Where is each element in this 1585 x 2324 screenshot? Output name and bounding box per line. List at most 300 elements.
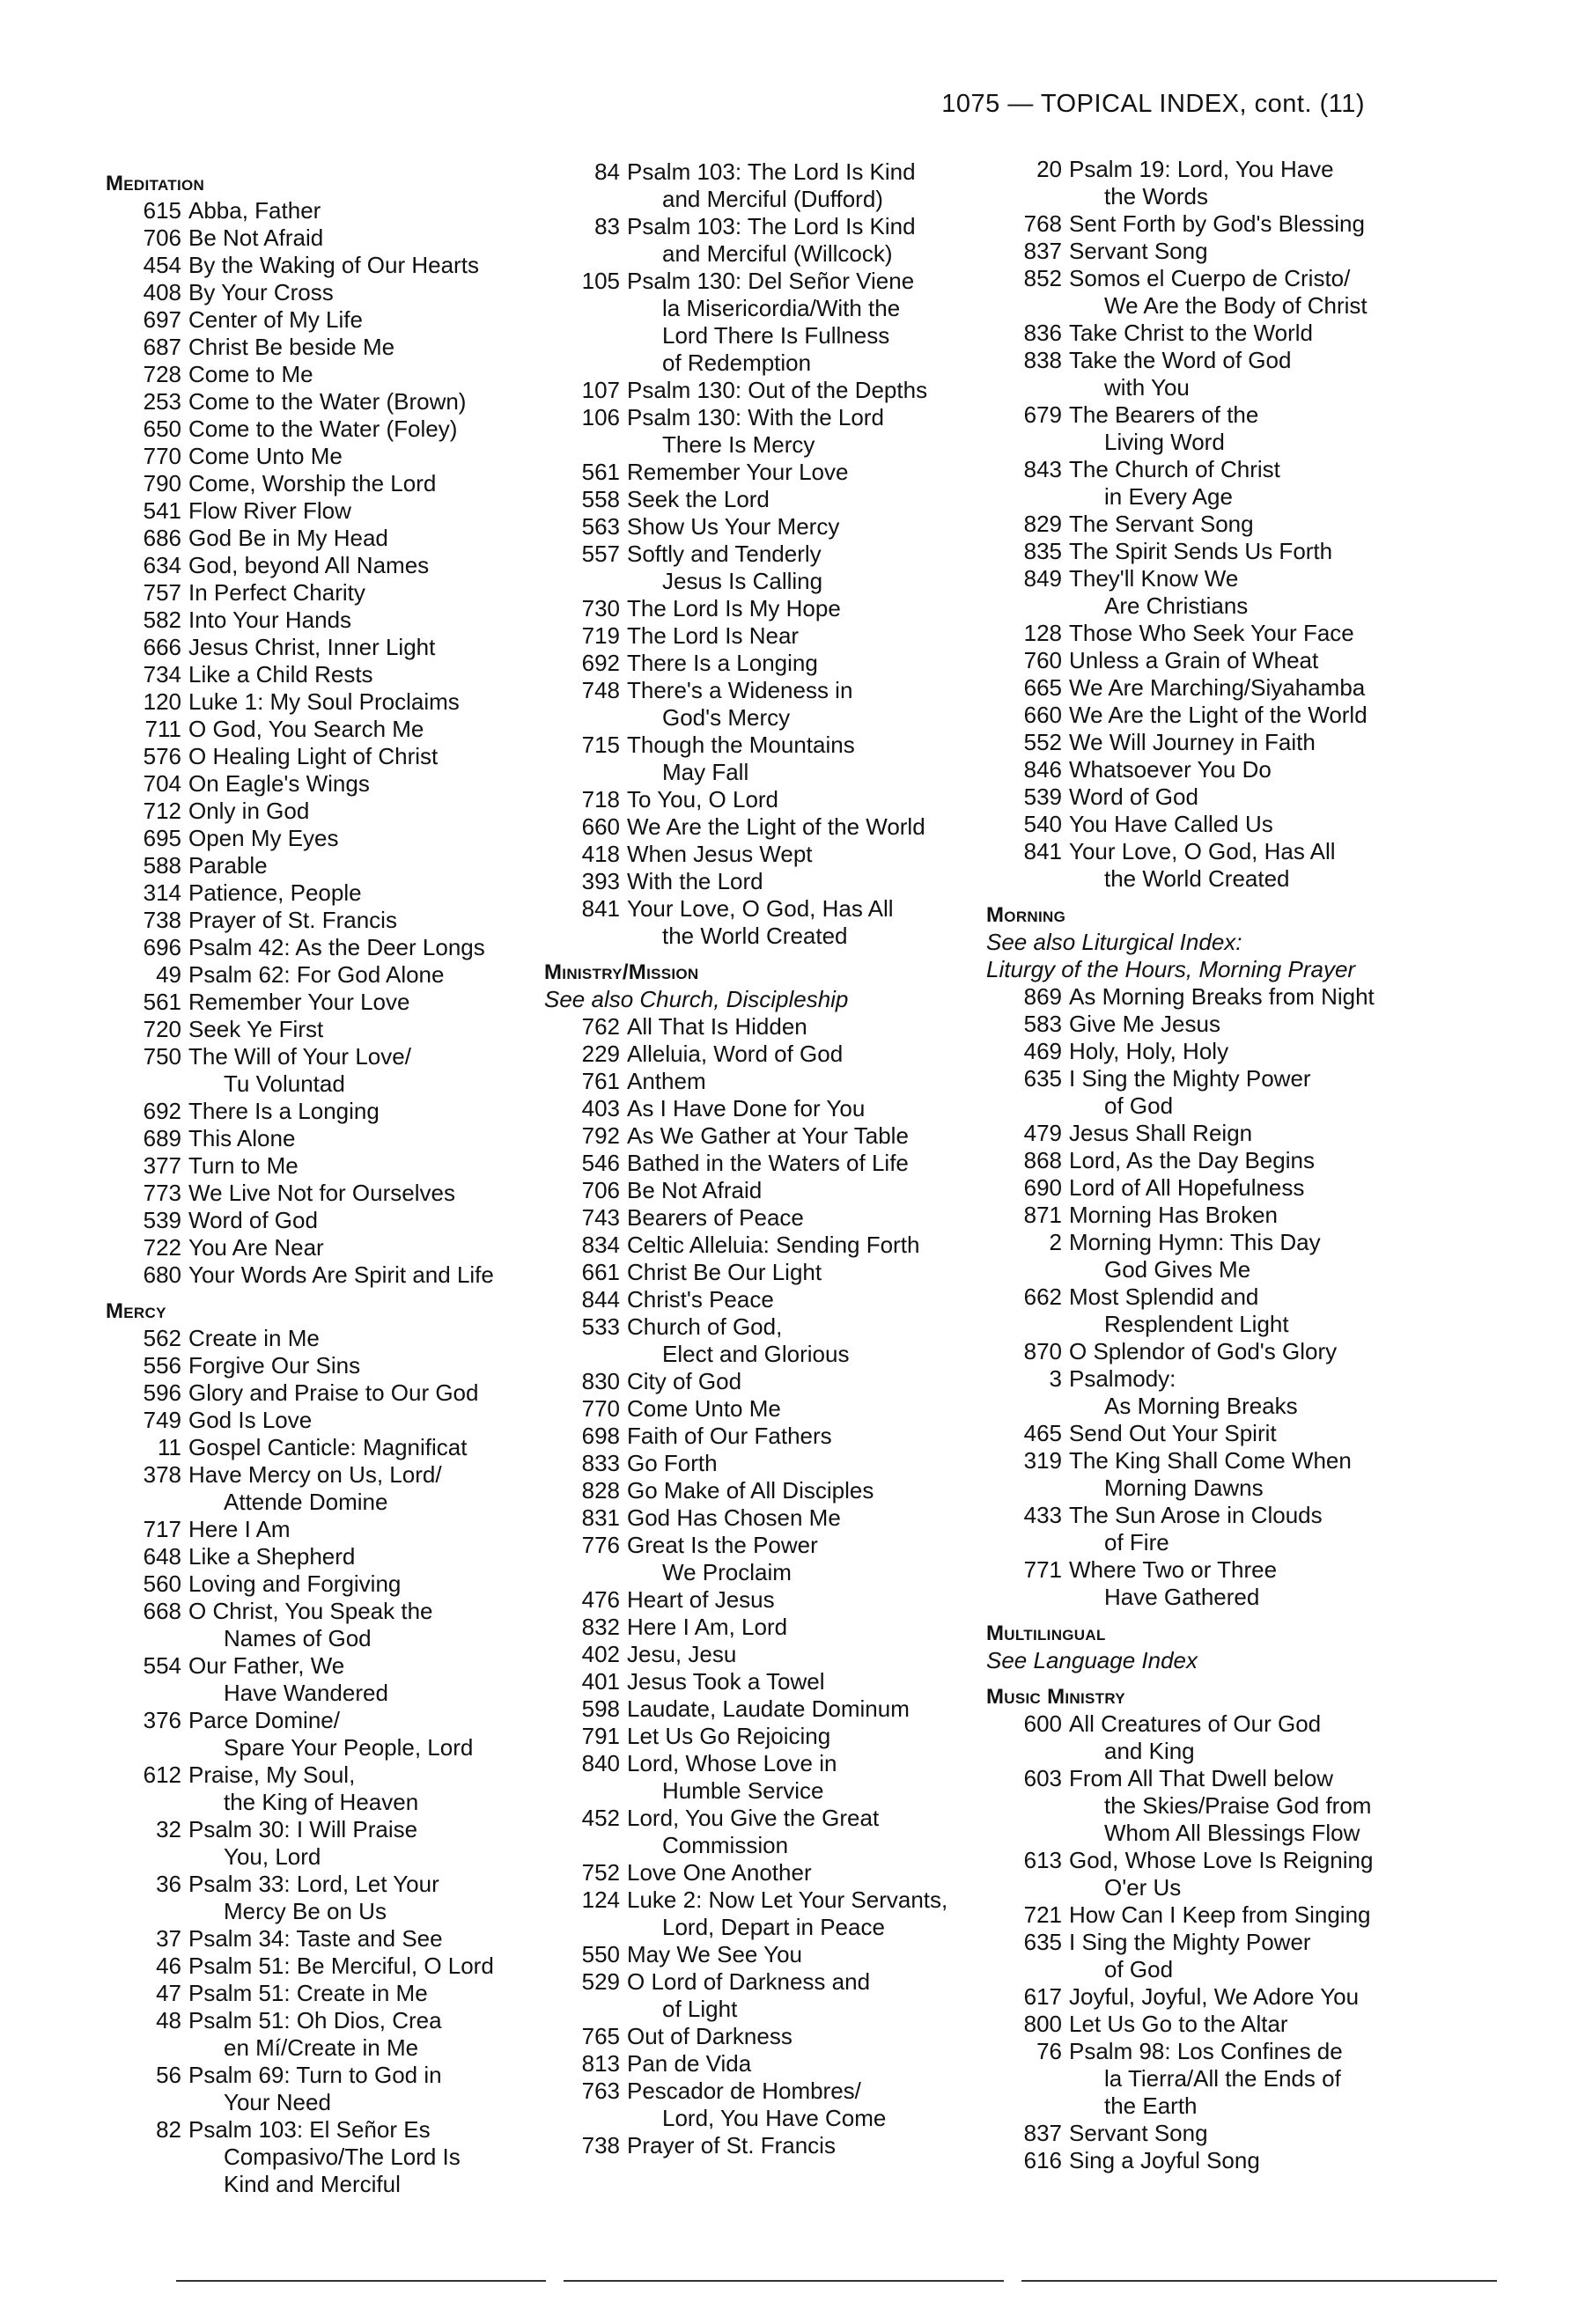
index-entry (106, 334, 546, 361)
title-line: Your Love, O God, Has All (627, 895, 894, 922)
hymn-title (188, 1043, 546, 1098)
hymn-number: 790 (143, 470, 181, 496)
title-continuation: the Skies/Praise God from (1104, 1792, 1372, 1819)
title-line: Forgive Our Sins (188, 1352, 361, 1379)
hymn-number: 556 (143, 1352, 181, 1379)
hymn-title (627, 1204, 984, 1232)
hymn-number: 660 (1023, 702, 1062, 728)
index-entry (544, 841, 984, 868)
index-entry (106, 1207, 546, 1234)
index-entry (106, 1152, 546, 1180)
index-entry (986, 511, 1426, 538)
title-line: O God, You Search Me (188, 716, 424, 742)
hymn-title (1069, 538, 1426, 565)
hymn-title (188, 2007, 546, 2062)
hymn-title (1069, 620, 1426, 647)
title-line: Out of Darkness (627, 2023, 792, 2049)
title-continuation: Compasivo/The Lord Is (224, 2144, 461, 2170)
hymn-title (627, 650, 984, 677)
hymn-number: 690 (1023, 1174, 1062, 1201)
hymn-number: 120 (143, 688, 181, 715)
hymn-number: 583 (1023, 1011, 1062, 1037)
title-line: Our Father, We (188, 1652, 345, 1679)
index-entry (544, 868, 984, 895)
index-entry (544, 1723, 984, 1750)
title-line: Remember Your Love (188, 989, 410, 1015)
hymn-number: 418 (581, 841, 620, 867)
hymn-number: 314 (143, 879, 181, 906)
hymn-title (188, 907, 546, 934)
title-line: Take the Word of God (1069, 347, 1292, 373)
hymn-number: 46 (156, 1953, 181, 1979)
title-line: Love One Another (627, 1859, 812, 1886)
hymn-title (627, 1095, 984, 1122)
title-line: Your Love, O God, Has All (1069, 838, 1336, 864)
index-entry (986, 1447, 1426, 1502)
title-line: Psalmody: (1069, 1365, 1176, 1392)
hymn-number: 617 (1023, 1983, 1062, 2010)
hymn-title (188, 1461, 546, 1516)
hymn-title (627, 1232, 984, 1259)
title-line: Come, Worship the Lord (188, 470, 437, 496)
index-entry (986, 401, 1426, 456)
index-entry (106, 716, 546, 743)
title-continuation: Jesus Is Calling (662, 568, 823, 594)
index-entry (986, 838, 1426, 893)
index-entry (986, 1283, 1426, 1338)
title-line: God, Whose Love Is Reigning (1069, 1847, 1374, 1873)
hymn-number: 719 (581, 622, 620, 649)
index-entry (986, 565, 1426, 620)
title-continuation: Names of God (224, 1625, 372, 1651)
index-entry (106, 1261, 546, 1289)
hymn-number: 32 (156, 1816, 181, 1842)
hymn-number: 401 (581, 1668, 620, 1695)
title-line: Laudate, Laudate Dominum (627, 1695, 910, 1722)
title-line: Psalm 69: Turn to God in (188, 2062, 442, 2088)
index-entry (544, 1068, 984, 1095)
index-entry (106, 1516, 546, 1543)
hymn-title (627, 868, 984, 895)
index-entry (986, 2147, 1426, 2174)
title-continuation: As Morning Breaks (1104, 1393, 1298, 1419)
title-line: All Creatures of Our God (1069, 1710, 1322, 1737)
section-heading: Mercy (106, 1299, 166, 1323)
hymn-number: 760 (1023, 647, 1062, 673)
index-entry (986, 1901, 1426, 1929)
title-line: Psalm 33: Lord, Let Your (188, 1871, 439, 1897)
hymn-number: 834 (581, 1232, 620, 1258)
hymn-number: 763 (581, 2078, 620, 2104)
index-entry (544, 1150, 984, 1177)
hymn-title (188, 852, 546, 879)
hymn-title (1069, 347, 1426, 401)
hymn-number: 761 (581, 1068, 620, 1094)
hymn-title (627, 622, 984, 650)
title-line: I Sing the Mighty Power (1069, 1929, 1311, 1955)
hymn-number: 752 (581, 1859, 620, 1886)
title-line: To You, O Lord (627, 786, 779, 813)
hymn-title (188, 443, 546, 470)
title-line: Psalm 103: The Lord Is Kind (627, 158, 916, 185)
hymn-number: 668 (143, 1598, 181, 1624)
index-entry (986, 756, 1426, 783)
index-entry (106, 825, 546, 852)
hymn-title (1069, 1365, 1426, 1420)
hymn-title (1069, 1229, 1426, 1283)
hymn-number: 36 (156, 1871, 181, 1897)
hymn-number: 738 (581, 2132, 620, 2159)
title-line: Psalm 130: With the Lord (627, 404, 884, 430)
hymn-number: 546 (581, 1150, 620, 1176)
hymn-title (1069, 1556, 1426, 1611)
index-entry (544, 2050, 984, 2078)
hymn-title (188, 224, 546, 252)
hymn-number: 376 (143, 1707, 181, 1733)
hymn-number: 612 (143, 1761, 181, 1788)
section-heading: Music Ministry (986, 1685, 1125, 1709)
index-entry (544, 1968, 984, 2023)
title-line: The Spirit Sends Us Forth (1069, 538, 1333, 564)
index-entry (544, 268, 984, 377)
hymn-title (188, 497, 546, 525)
title-line: Let Us Go Rejoicing (627, 1723, 831, 1749)
index-entry (106, 1761, 546, 1816)
hymn-number: 692 (581, 650, 620, 676)
title-line: Praise, My Soul, (188, 1761, 356, 1788)
hymn-title (188, 1816, 546, 1871)
hymn-number: 829 (1023, 511, 1062, 537)
index-entry (544, 158, 984, 213)
title-line: Seek the Lord (627, 486, 770, 512)
title-continuation: with You (1104, 374, 1190, 401)
hymn-number: 465 (1023, 1420, 1062, 1446)
title-line: Psalm 130: Out of the Depths (627, 377, 928, 403)
title-continuation: Are Christians (1104, 592, 1249, 619)
hymn-title (1069, 511, 1426, 538)
index-entry (544, 1041, 984, 1068)
hymn-number: 832 (581, 1614, 620, 1640)
index-entry (544, 404, 984, 459)
index-entry (544, 513, 984, 541)
hymn-number: 843 (1023, 456, 1062, 482)
title-line: Christ Be beside Me (188, 334, 395, 360)
hymn-number: 11 (158, 1434, 181, 1460)
hymn-number: 706 (143, 224, 181, 251)
index-entry (106, 1125, 546, 1152)
hymn-number: 47 (156, 1980, 181, 2006)
title-line: Christ Be Our Light (627, 1259, 822, 1285)
hymn-title (1069, 1710, 1426, 1765)
hymn-number: 792 (581, 1122, 620, 1149)
hymn-title (627, 1395, 984, 1423)
hymn-number: 541 (143, 497, 181, 524)
title-continuation: of Redemption (662, 349, 812, 376)
hymn-number: 841 (581, 895, 620, 922)
title-continuation: of Light (662, 1996, 738, 2022)
page-header: 1075 — TOPICAL INDEX, cont. (11) (941, 90, 1365, 118)
index-entry (986, 1710, 1426, 1765)
hymn-title (627, 158, 984, 213)
title-line: Here I Am (188, 1516, 291, 1542)
index-entry (106, 879, 546, 907)
index-entry (986, 983, 1426, 1011)
title-continuation: You, Lord (224, 1843, 321, 1870)
title-line: Come Unto Me (627, 1395, 781, 1422)
hymn-title (627, 895, 984, 950)
title-line: Christ's Peace (627, 1286, 774, 1313)
hymn-title (627, 813, 984, 841)
hymn-title (627, 1041, 984, 1068)
hymn-number: 813 (581, 2050, 620, 2077)
hymn-title (627, 595, 984, 622)
title-line: Bearers of Peace (627, 1204, 804, 1231)
hymn-title (627, 1313, 984, 1368)
hymn-title (627, 1941, 984, 1968)
hymn-title (1069, 1929, 1426, 1983)
hymn-title (1069, 1283, 1426, 1338)
title-line: Gospel Canticle: Magnificat (188, 1434, 468, 1460)
hymn-number: 107 (581, 377, 620, 403)
hymn-number: 711 (144, 716, 181, 742)
hymn-number: 539 (1023, 783, 1062, 810)
index-entry (986, 811, 1426, 838)
title-line: Patience, People (188, 879, 362, 906)
title-line: Word of God (188, 1207, 318, 1233)
index-entry (544, 1313, 984, 1368)
hymn-number: 615 (143, 197, 181, 224)
title-line: God Be in My Head (188, 525, 388, 551)
index-entry (106, 197, 546, 224)
index-entry (544, 1095, 984, 1122)
index-entry (986, 647, 1426, 674)
title-line: God Has Chosen Me (627, 1504, 841, 1531)
index-entry (544, 1013, 984, 1041)
index-entry (986, 674, 1426, 702)
hymn-number: 800 (1023, 2011, 1062, 2037)
title-line: City of God (627, 1368, 742, 1394)
hymn-number: 588 (143, 852, 181, 879)
title-line: The King Shall Come When (1069, 1447, 1352, 1474)
hymn-number: 613 (1023, 1847, 1062, 1873)
index-entry (106, 1234, 546, 1261)
title-line: O Splendor of God's Glory (1069, 1338, 1338, 1364)
title-line: Psalm 34: Taste and See (188, 1925, 443, 1952)
title-line: Psalm 103: The Lord Is Kind (627, 213, 916, 239)
hymn-title (188, 770, 546, 798)
index-entry (106, 1180, 546, 1207)
title-line: Jesus Christ, Inner Light (188, 634, 436, 660)
hymn-title (627, 1641, 984, 1668)
hymn-title (188, 1925, 546, 1953)
index-entry (544, 677, 984, 732)
title-line: Go Make of All Disciples (627, 1477, 874, 1504)
hymn-number: 869 (1023, 983, 1062, 1010)
hymn-number: 831 (581, 1504, 620, 1531)
hymn-title (1069, 320, 1426, 347)
hymn-number: 771 (1023, 1556, 1062, 1583)
hymn-title (188, 2062, 546, 2116)
title-line: The Will of Your Love/ (188, 1043, 411, 1070)
hymn-title (1069, 1847, 1426, 1901)
title-line: Like a Child Rests (188, 661, 373, 688)
hymn-title (188, 961, 546, 989)
hymn-number: 686 (143, 525, 181, 551)
title-line: Servant Song (1069, 2120, 1208, 2146)
title-line: Unless a Grain of Wheat (1069, 647, 1319, 673)
title-line: Jesu, Jesu (627, 1641, 737, 1667)
hymn-number: 687 (143, 334, 181, 360)
index-entry (986, 620, 1426, 647)
hymn-number: 2 (1049, 1229, 1062, 1255)
hymn-title (627, 2078, 984, 2132)
index-entry (986, 1929, 1426, 1983)
index-entry (986, 320, 1426, 347)
index-entry (986, 1420, 1426, 1447)
title-line: Be Not Afraid (188, 224, 324, 251)
title-continuation: Your Need (224, 2089, 331, 2115)
hymn-number: 561 (581, 459, 620, 485)
hymn-number: 635 (1023, 1929, 1062, 1955)
hymn-number: 871 (1023, 1202, 1062, 1228)
index-entry (544, 1532, 984, 1586)
hymn-number: 319 (1023, 1447, 1062, 1474)
index-entry (986, 1202, 1426, 1229)
hymn-number: 49 (156, 961, 181, 988)
index-entry (106, 688, 546, 716)
hymn-title (1069, 401, 1426, 456)
index-entry (986, 210, 1426, 238)
title-line: Lord, You Give the Great (627, 1805, 880, 1831)
hymn-number: 748 (581, 677, 620, 703)
index-entry (544, 1286, 984, 1313)
hymn-number: 665 (1023, 674, 1062, 701)
title-line: God, beyond All Names (188, 552, 430, 578)
hymn-number: 576 (143, 743, 181, 769)
hymn-title (188, 470, 546, 497)
title-continuation: and Merciful (Dufford) (662, 186, 883, 212)
index-entry (986, 156, 1426, 210)
title-continuation: of Fire (1104, 1529, 1169, 1555)
index-entry (106, 525, 546, 552)
title-continuation: God Gives Me (1104, 1256, 1251, 1283)
title-line: Abba, Father (188, 197, 321, 224)
hymn-title (627, 1968, 984, 2023)
title-continuation: Tu Voluntad (224, 1070, 345, 1097)
hymn-title (627, 1450, 984, 1477)
title-line: Luke 1: My Soul Proclaims (188, 688, 460, 715)
hymn-title (627, 1423, 984, 1450)
title-line: Center of My Life (188, 306, 363, 333)
section-heading: Multilingual (986, 1622, 1106, 1645)
index-entry (106, 1461, 546, 1516)
hymn-number: 738 (143, 907, 181, 933)
index-entry (106, 279, 546, 306)
title-line: We Are Marching/Siyahamba (1069, 674, 1366, 701)
hymn-number: 469 (1023, 1038, 1062, 1064)
title-line: Holy, Holy, Holy (1069, 1038, 1229, 1064)
title-line: When Jesus Wept (627, 841, 813, 867)
hymn-title (627, 1532, 984, 1586)
title-line: Only in God (188, 798, 310, 824)
hymn-number: 253 (143, 388, 181, 415)
title-line: Where Two or Three (1069, 1556, 1278, 1583)
hymn-number: 550 (581, 1941, 620, 1967)
title-line: Sing a Joyful Song (1069, 2147, 1260, 2173)
hymn-title (188, 1652, 546, 1707)
hymn-number: 844 (581, 1286, 620, 1313)
section-heading: Meditation (106, 172, 205, 195)
title-line: Into Your Hands (188, 607, 352, 633)
index-entry (986, 2120, 1426, 2147)
title-line: Prayer of St. Francis (627, 2132, 836, 2159)
index-entry (106, 634, 546, 661)
index-entry (106, 1598, 546, 1652)
title-line: Pescador de Hombres/ (627, 2078, 861, 2104)
hymn-title (1069, 565, 1426, 620)
hymn-number: 837 (1023, 238, 1062, 264)
title-line: Psalm 30: I Will Praise (188, 1816, 418, 1842)
index-entry (544, 1504, 984, 1532)
hymn-number: 835 (1023, 538, 1062, 564)
footer-rule-right (1021, 2280, 1497, 2282)
title-line: This Alone (188, 1125, 296, 1151)
hymn-number: 706 (581, 1177, 620, 1203)
title-line: O Healing Light of Christ (188, 743, 439, 769)
title-line: Jesus Took a Towel (627, 1668, 825, 1695)
hymn-number: 408 (143, 279, 181, 305)
title-line: Give Me Jesus (1069, 1011, 1220, 1037)
hymn-title (188, 989, 546, 1016)
index-entry (106, 1570, 546, 1598)
title-continuation: We Are the Body of Christ (1104, 292, 1368, 319)
hymn-title (1069, 2038, 1426, 2120)
hymn-title (188, 552, 546, 579)
hymn-title (1069, 783, 1426, 811)
title-continuation: the World Created (1104, 865, 1290, 892)
title-line: All That Is Hidden (627, 1013, 807, 1040)
hymn-number: 666 (143, 634, 181, 660)
hymn-title (627, 1614, 984, 1641)
index-entry (986, 2038, 1426, 2120)
hymn-title (627, 2132, 984, 2159)
title-continuation: the World Created (662, 923, 848, 949)
title-continuation: la Misericordia/With the (662, 295, 901, 321)
index-entry (986, 1120, 1426, 1147)
hymn-title (1069, 2120, 1426, 2147)
title-continuation: Morning Dawns (1104, 1475, 1264, 1501)
index-entry (544, 1450, 984, 1477)
hymn-number: 697 (143, 306, 181, 333)
index-entry (106, 2116, 546, 2198)
title-line: We Are the Light of the World (627, 813, 925, 840)
hymn-title (188, 634, 546, 661)
hymn-number: 229 (581, 1041, 620, 1067)
hymn-title (1069, 1174, 1426, 1202)
index-entry (106, 961, 546, 989)
title-continuation: and Merciful (Willcock) (662, 240, 893, 267)
hymn-number: 721 (1023, 1901, 1062, 1928)
title-continuation: the Words (1104, 183, 1209, 210)
title-continuation: Kind and Merciful (224, 2171, 401, 2197)
hymn-number: 720 (143, 1016, 181, 1042)
hymn-title (188, 1098, 546, 1125)
hymn-number: 695 (143, 825, 181, 851)
index-entry (986, 1038, 1426, 1065)
hymn-number: 598 (581, 1695, 620, 1722)
hymn-title (188, 825, 546, 852)
hymn-title (1069, 265, 1426, 320)
